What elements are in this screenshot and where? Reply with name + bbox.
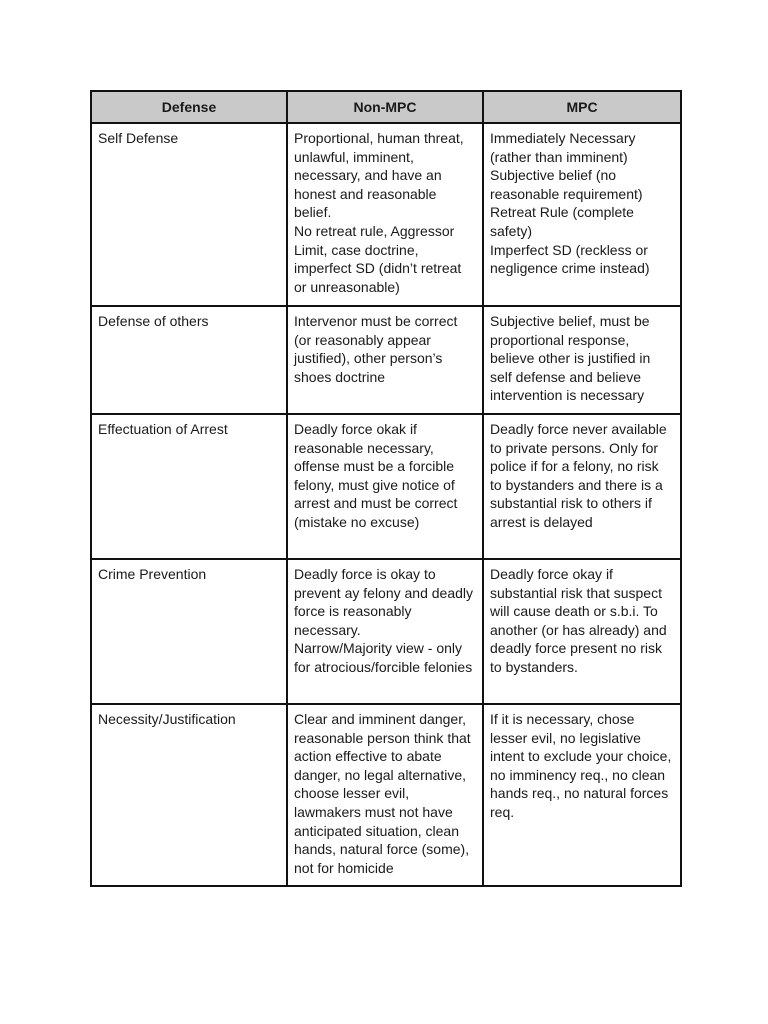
mpc-cell (483, 123, 681, 306)
mpc-text: Deadly force okay if substantial risk that suspect will cause death or s.b.i. To another (or has already) and deadly force present no risk to bystanders. (490, 566, 667, 675)
header-row (91, 91, 681, 123)
table-row (91, 559, 681, 704)
table-row (91, 704, 681, 886)
mpc-text: Subjective belief, must be proportional response, believe other is justified in self defense and believe intervention is necessary (490, 313, 651, 404)
defense-name: Crime Prevention (98, 566, 207, 582)
non-mpc-text: Deadly force okak if reasonable necessary, offense must be a forcible felony, must give notice of arrest and must be correct (mistake no excuse) (294, 421, 458, 530)
table-row (91, 123, 681, 306)
header-non-mpc: Non-MPC (287, 91, 483, 123)
header-mpc: MPC (483, 91, 681, 123)
defense-cell (91, 414, 287, 559)
non-mpc-text: Deadly force is okay to prevent ay felony and deadly force is reasonably necessary. Narrow/Majority view - only for atrocious/forcible felonies (294, 566, 474, 675)
non-mpc-cell (287, 414, 483, 559)
non-mpc-cell (287, 704, 483, 886)
defense-cell (91, 306, 287, 414)
non-mpc-text: Proportional, human threat, unlawful, imminent, necessary, and have an honest and reasonable belief. No retreat rule, Aggressor Limit, case doctrine, imperfect SD (didn’t retreat or unreasonable) (294, 130, 464, 295)
mpc-cell (483, 704, 681, 886)
table-header (91, 91, 681, 123)
table-row (91, 306, 681, 414)
table-row (91, 414, 681, 559)
defense-cell (91, 559, 287, 704)
mpc-text: If it is necessary, chose lesser evil, no legislative intent to exclude your choice, no imminency req., no clean hands req., no natural forces req. (490, 711, 672, 820)
non-mpc-cell (287, 559, 483, 704)
defense-name: Necessity/Justification (98, 711, 236, 727)
defense-name: Defense of others (98, 313, 209, 329)
non-mpc-cell (287, 123, 483, 306)
mpc-text: Immediately Necessary (rather than imminent) Subjective belief (no reasonable requirement) Retreat Rule (complete safety) Imperfect SD (reckless or negligence crime instead) (490, 130, 650, 277)
non-mpc-text: Clear and imminent danger, reasonable person think that action effective to abate danger, no legal alternative, choose lesser evil, lawmakers must not have anticipated situation, clean hands, natural force (some), not for homicide (294, 711, 471, 876)
mpc-cell (483, 306, 681, 414)
defense-name: Self Defense (98, 130, 179, 146)
defense-cell (91, 123, 287, 306)
mpc-cell (483, 559, 681, 704)
mpc-text: Deadly force never available to private persons. Only for police if for a felony, no risk to bystanders and there is a substantial risk to others if arrest is delayed (490, 421, 667, 530)
defense-cell (91, 704, 287, 886)
defense-name: Effectuation of Arrest (98, 421, 228, 437)
table-body (91, 123, 681, 886)
header-defense: Defense (91, 91, 287, 123)
defense-comparison-table (90, 90, 682, 887)
non-mpc-text: Intervenor must be correct (or reasonably appear justified), other person’s shoes doctrine (294, 313, 458, 385)
mpc-cell (483, 414, 681, 559)
non-mpc-cell (287, 306, 483, 414)
